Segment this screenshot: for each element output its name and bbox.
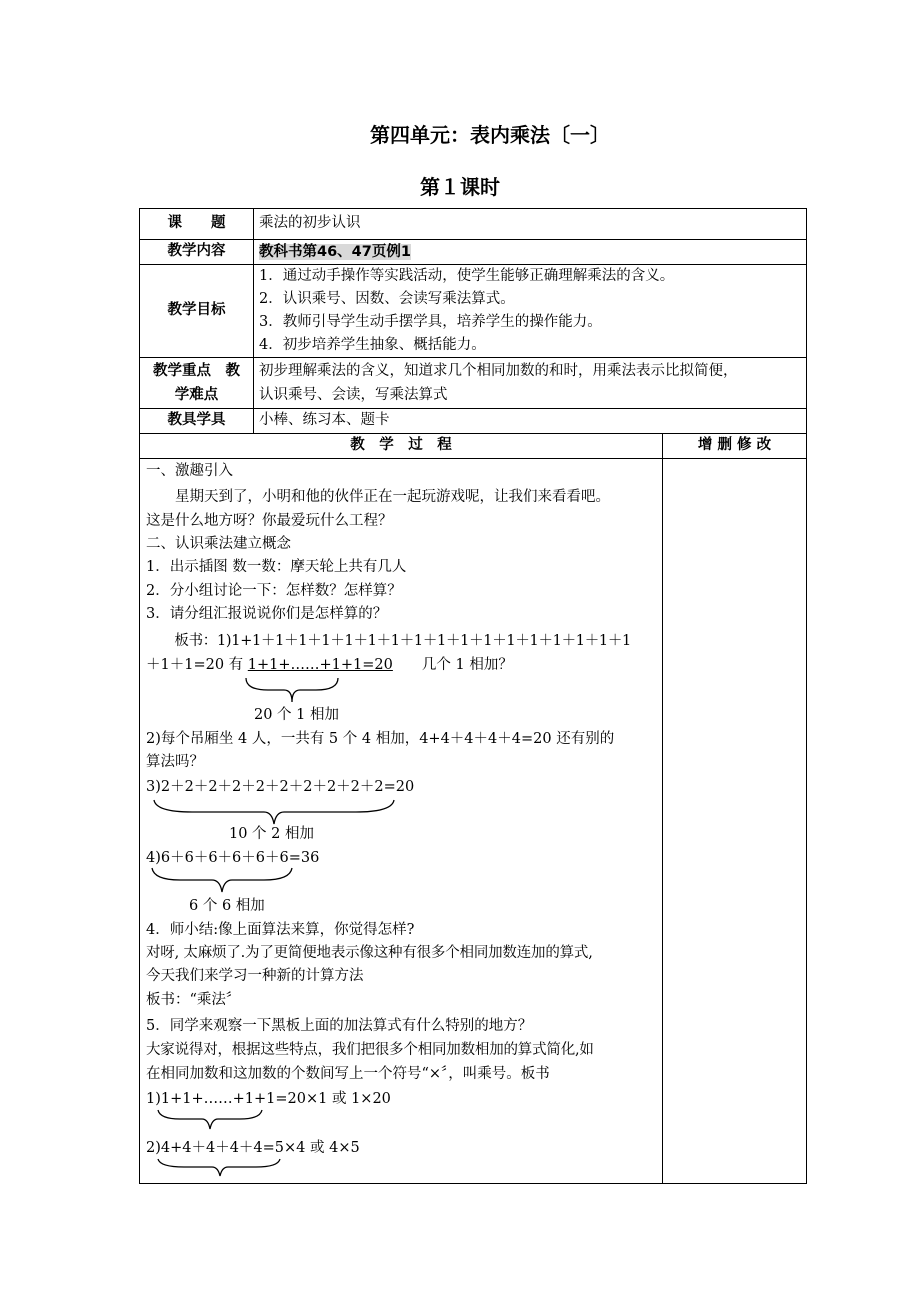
tools-value: 小棒、练习本、题卡 — [259, 412, 390, 428]
board-1-line1: 板书：1)1+1＋1＋1＋1＋1＋1＋1＋1＋1＋1＋1＋1＋1＋1＋1＋1＋1 — [146, 633, 631, 649]
board-4-note: 6 个 6 相加 — [189, 898, 265, 914]
brace-4 — [150, 866, 296, 894]
key-points-value-line1: 初步理解乘法的含义，知道求几个相同加数的和时，用乘法表示比拟简便， — [259, 363, 738, 379]
section-2-item-2: 2．分小组讨论一下：怎样数？怎样算？ — [146, 583, 402, 599]
brace-m2 — [156, 1157, 284, 1179]
step-4-line2: 对呀, 太麻烦了.为了更简便地表示像这种有很多个相同加数连加的算式, — [146, 945, 593, 961]
topic-value: 乘法的初步认识 — [259, 215, 361, 231]
board-1-prefix: ＋1＋1=20 有 — [146, 657, 248, 673]
unit-title: 第四单元：表内乘法〔一〕 — [370, 123, 610, 147]
board-1-line2 — [146, 654, 513, 677]
board-1-question: 几个 1 相加？ — [392, 657, 513, 673]
step-5-line1: 5．同学来观察一下黑板上面的加法算式有什么特别的地方？ — [146, 1018, 533, 1034]
board-2-line1: 2)每个吊厢坐 4 人，一共有 5 个 4 相加，4+4＋4＋4＋4=20 还有别的 — [146, 731, 615, 747]
revise-header: 增 删 修 改 — [697, 437, 772, 453]
step-5-line2: 大家说得对，根据这些特点，我们把很多个相同加数相加的算式简化,如 — [146, 1042, 594, 1058]
multiplication-example-1: 1)1+1+……+1+1=20×1 或 1×20 — [146, 1091, 391, 1107]
step-5-line3: 在相同加数和这加数的个数间写上一个符号“×〞，叫乘号。板书 — [146, 1066, 550, 1082]
tools-label: 教具学具 — [167, 412, 226, 428]
step-4-line4: 板书：“乘法〞 — [146, 992, 241, 1008]
section-2-title: 二、认识乘法建立概念 — [146, 536, 291, 552]
board-1-expression: 1+1+……+1+1=20 — [247, 657, 393, 673]
section-1-text-line2: 这是什么地方呀？你最爱玩什么工程？ — [146, 513, 393, 529]
multiplication-example-2: 2)4+4＋4＋4＋4=5×4 或 4×5 — [146, 1140, 360, 1156]
step-4-line1: 4．师小结:像上面算法来算，你觉得怎样? — [146, 922, 415, 938]
goal-item: 1．通过动手操作等实践活动，使学生能够正确理解乘法的含义。 — [259, 268, 675, 284]
content-value — [259, 240, 411, 264]
brace-m1 — [156, 1108, 266, 1132]
goal-item: 3．教师引导学生动手摆学具，培养学生的操作能力。 — [259, 314, 602, 330]
section-2-item-3: 3．请分组汇报说说你们是怎样算的？ — [146, 606, 388, 622]
board-4-expression: 4)6＋6＋6＋6＋6＋6=36 — [146, 850, 320, 866]
brace-1 — [244, 676, 340, 706]
goal-item: 4．初步培养学生抽象、概括能力。 — [259, 337, 486, 353]
board-3-note: 10 个 2 相加 — [229, 826, 315, 842]
brace-3 — [152, 798, 396, 826]
content-label: 教学内容 — [167, 243, 226, 259]
content-highlight: 教科书第46、47页例1 — [259, 244, 411, 260]
process-header: 教 学 过 程 — [350, 437, 452, 453]
topic-label: 课 题 — [167, 215, 226, 231]
board-1-note: 20 个 1 相加 — [254, 707, 340, 723]
key-points-value-line2: 认识乘号、会读，写乘法算式 — [259, 387, 448, 403]
section-1-title: 一、激趣引入 — [146, 463, 233, 479]
key-points-label-line1: 教学重点 教 — [153, 363, 240, 379]
board-2-line2: 算法吗？ — [146, 754, 204, 770]
section-1-text-line1: 星期天到了，小明和他的伙伴正在一起玩游戏呢，让我们来看看吧。 — [146, 489, 610, 505]
board-3-expression: 3)2＋2＋2＋2＋2＋2＋2＋2＋2＋2=20 — [146, 779, 415, 795]
section-2-item-1: 1．出示插图 数一数：摩天轮上共有几人 — [146, 559, 407, 575]
goal-item: 2．认识乘号、因数、会读写乘法算式。 — [259, 291, 515, 307]
key-points-label-line2: 学难点 — [174, 387, 219, 403]
lesson-title: 第１课时 — [420, 175, 500, 199]
goals-label: 教学目标 — [167, 302, 226, 318]
step-4-line3: 今天我们来学习一种新的计算方法 — [146, 968, 364, 984]
